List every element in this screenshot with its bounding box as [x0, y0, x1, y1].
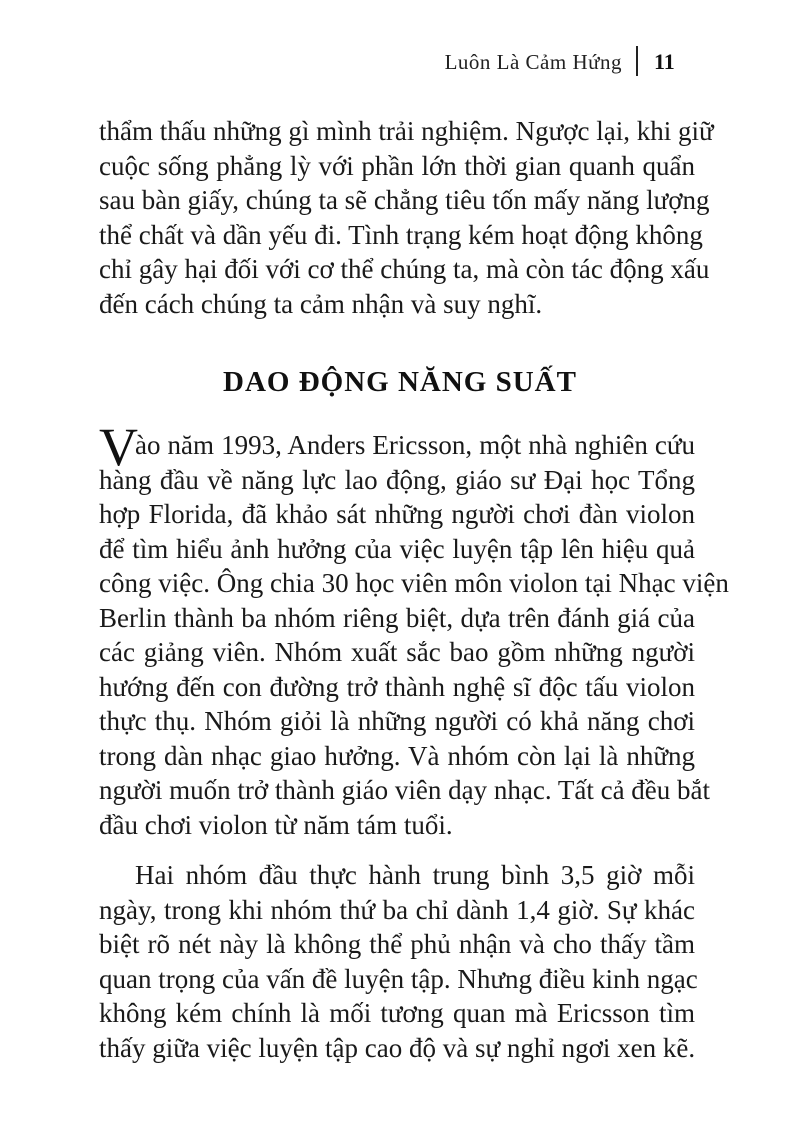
text-line: thẩm thấu những gì mình trải nghiệm. Ngược lại, khi giữ [99, 116, 714, 146]
text-line: sau bàn giấy, chúng ta sẽ chẳng tiêu tốn mấy năng lượng [99, 185, 710, 215]
text-line-first [99, 858, 695, 893]
text-line: thấy giữa việc luyện tập cao độ và sự nghỉ ngơi xen kẽ. [99, 1032, 696, 1063]
text-line: cuộc sống phẳng lỳ với phần lớn thời gian quanh quẩn [99, 150, 695, 181]
running-title: Luôn Là Cảm Hứng [444, 50, 622, 74]
drop-cap: V [99, 417, 138, 477]
text-line: các giảng viên. Nhóm xuất sắc bao gồm những người [99, 637, 695, 667]
text-line-content: Hai nhóm đầu thực hành trung bình 3,5 giờ mỗi [135, 860, 695, 890]
text-line: để tìm hiểu ảnh hưởng của việc luyện tập lên hiệu quả [99, 533, 695, 564]
text-line: công việc. Ông chia 30 học viên môn violon tại Nhạc viện [99, 568, 729, 598]
page-number: 11 [654, 49, 675, 74]
text-line: biệt rõ nét này là không thể phủ nhận và cho thấy tầm [99, 929, 695, 959]
text-line: hàng đầu về năng lực lao động, giáo sư Đại học Tổng [99, 464, 695, 495]
text-line: thực thụ. Nhóm giỏi là những người có khả năng chơi [99, 706, 695, 736]
running-header [0, 44, 800, 84]
text-line-content: ào năm 1993, Anders Ericsson, một nhà nghiên cứu [135, 430, 695, 460]
text-line: không kém chính là mối tương quan mà Ericsson tìm [99, 998, 695, 1028]
header-divider [636, 46, 638, 76]
text-line: hợp Florida, đã khảo sát những người chơi đàn violon [99, 499, 695, 529]
text-line: Berlin thành ba nhóm riêng biệt, dựa trên đánh giá của [99, 602, 695, 633]
text-line: đầu chơi violon từ năm tám tuổi. [99, 809, 453, 840]
paragraph-1 [99, 114, 714, 321]
paragraph-2 [99, 417, 729, 842]
text-line-first [99, 428, 695, 463]
text-line: chỉ gây hại đối với cơ thể chúng ta, mà còn tác động xấu [99, 254, 710, 284]
paragraph-3 [99, 858, 698, 1065]
text-line: quan trọng của vấn đề luyện tập. Nhưng điều kinh ngạc [99, 963, 698, 994]
text-line: đến cách chúng ta cảm nhận và suy nghĩ. [99, 288, 543, 319]
text-line: thể chất và dần yếu đi. Tình trạng kém hoạt động không [99, 219, 703, 250]
text-line: ngày, trong khi nhóm thứ ba chỉ dành 1,4 giờ. Sự khác [99, 894, 695, 925]
section-heading: DAO ĐỘNG NĂNG SUẤT [223, 366, 577, 398]
text-line: trong dàn nhạc giao hưởng. Và nhóm còn lại là những [99, 740, 695, 771]
text-line: người muốn trở thành giáo viên dạy nhạc. Tất cả đều bắt [99, 775, 711, 805]
text-line: hướng đến con đường trở thành nghệ sĩ độc tấu violon [99, 671, 695, 702]
